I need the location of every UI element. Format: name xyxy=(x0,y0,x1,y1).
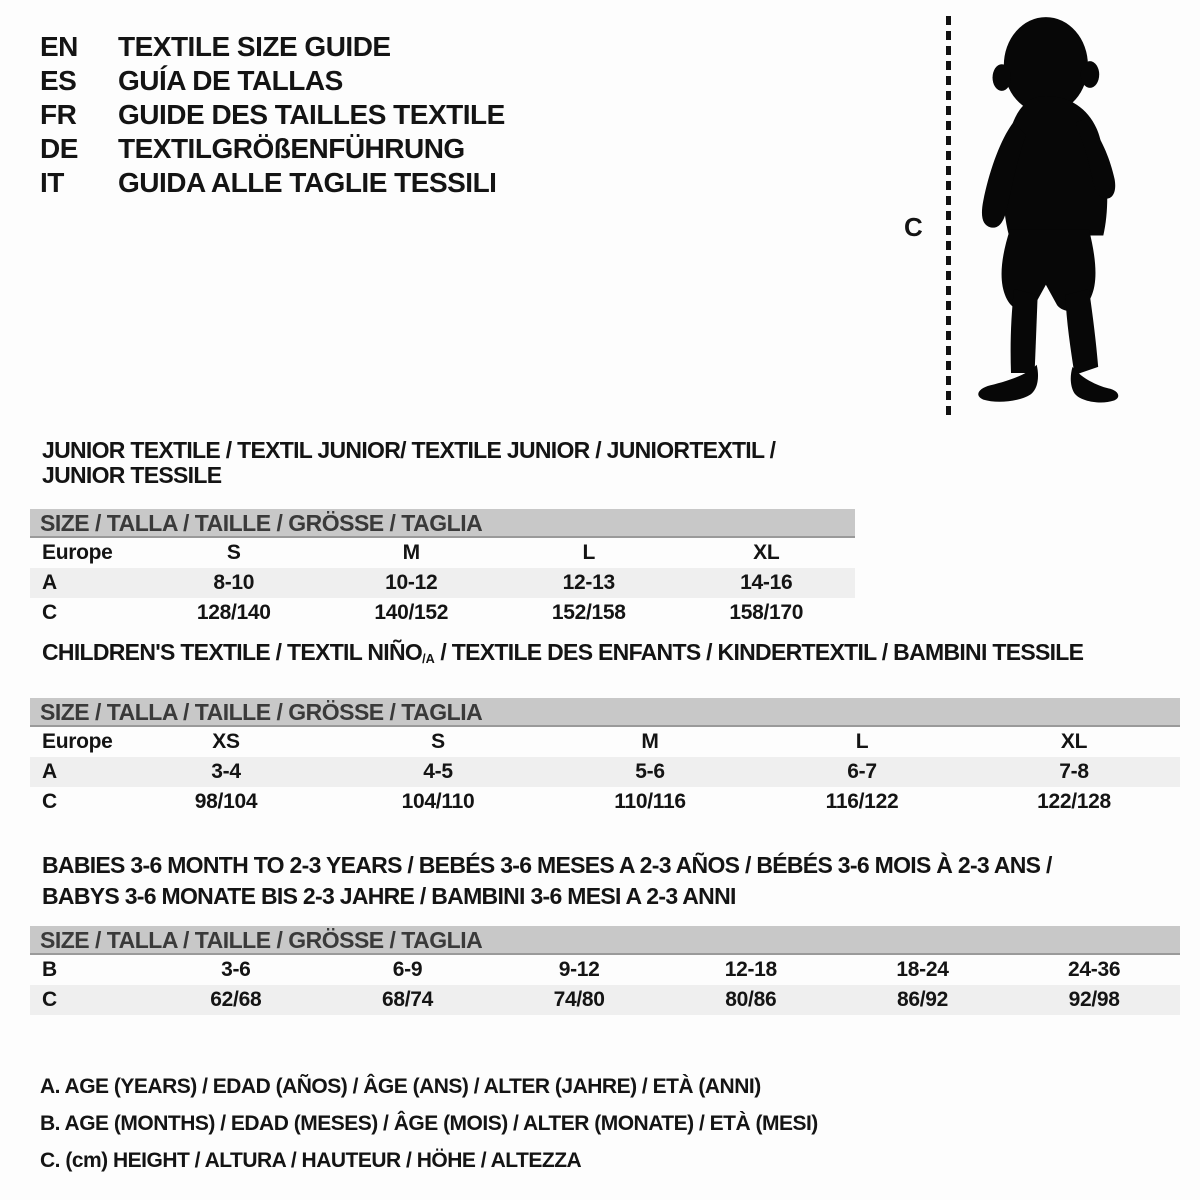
table-row-age xyxy=(30,757,1180,787)
table-row-height xyxy=(30,985,1180,1015)
childrens-table-title xyxy=(30,640,1180,672)
table-cell: XL xyxy=(1060,730,1088,754)
lang-label: GUIDE DES TAILLES TEXTILE xyxy=(118,99,505,130)
row-label: B xyxy=(42,958,57,981)
title-subscript: /A xyxy=(422,652,435,667)
table-cell: 10-12 xyxy=(385,571,438,594)
legend xyxy=(40,1068,818,1179)
legend-line-a: A. AGE (YEARS) / EDAD (AÑOS) / ÂGE (ANS) / ALTER (JAHRE) / ETÀ (ANNI) xyxy=(40,1075,761,1098)
babies-textile-table xyxy=(30,850,1180,1015)
table-cell: 86/92 xyxy=(896,988,949,1011)
table-row-height xyxy=(30,598,855,628)
title-line-1: BABIES 3-6 MONTH TO 2-3 YEARS / BEBÉS 3-6 MESES A 2-3 AÑOS / BÉBÉS 3-6 MOIS À 2-3 ANS / xyxy=(42,852,1052,878)
lang-code: IT xyxy=(40,167,64,198)
lang-label: GUÍA DE TALLAS xyxy=(118,65,343,96)
table-cell: 4-5 xyxy=(423,760,453,784)
title-suffix: / TEXTILE DES ENFANTS / KINDERTEXTIL / BAMBINI TESSILE xyxy=(434,639,1084,665)
toddler-silhouette-icon xyxy=(962,14,1140,414)
childrens-textile-table xyxy=(30,640,1180,817)
lang-code: ES xyxy=(40,65,77,96)
row-label: C xyxy=(42,790,57,814)
table-cell: 24-36 xyxy=(1068,958,1121,981)
table-cell: 12-18 xyxy=(724,958,777,981)
lang-line-fr xyxy=(40,98,505,132)
table-cell: L xyxy=(582,541,596,564)
junior-textile-table xyxy=(30,438,855,628)
lang-label: TEXTILE SIZE GUIDE xyxy=(118,31,391,62)
table-cell: M xyxy=(641,730,659,754)
babies-table-title xyxy=(30,850,1180,912)
row-label: A xyxy=(42,571,57,594)
table-cell: S xyxy=(226,541,241,564)
table-cell: 5-6 xyxy=(635,760,665,784)
table-cell: 6-9 xyxy=(392,958,423,981)
table-cell: 140/152 xyxy=(374,601,449,624)
height-measure-label: C xyxy=(904,212,923,242)
table-cell: 3-4 xyxy=(211,760,241,784)
table-cell: 68/74 xyxy=(381,988,434,1011)
table-cell: 110/116 xyxy=(614,790,686,814)
lang-line-en xyxy=(40,30,505,64)
table-cell: 92/98 xyxy=(1068,988,1120,1011)
lang-code: EN xyxy=(40,31,78,62)
table-row-height xyxy=(30,787,1180,817)
table-cell: XL xyxy=(753,541,780,564)
legend-line-c: C. (cm) HEIGHT / ALTURA / HAUTEUR / HÖHE / ALTEZZA xyxy=(40,1149,582,1172)
table-cell: 6-7 xyxy=(847,760,877,784)
table-cell: 9-12 xyxy=(558,958,600,981)
table-cell: 98/104 xyxy=(194,790,258,814)
size-header-bar: SIZE / TALLA / TAILLE / GRÖSSE / TAGLIA xyxy=(30,509,855,538)
title-line-2: BABYS 3-6 MONATE BIS 2-3 JAHRE / BAMBINI 3-6 MESI A 2-3 ANNI xyxy=(42,883,736,909)
lang-code: DE xyxy=(40,133,78,164)
table-cell: S xyxy=(431,730,445,754)
table-cell: 104/110 xyxy=(401,790,475,814)
lang-line-it xyxy=(40,166,505,200)
table-cell: M xyxy=(402,541,420,564)
table-row-europe xyxy=(30,538,855,568)
size-header-bar: SIZE / TALLA / TAILLE / GRÖSSE / TAGLIA xyxy=(30,698,1180,727)
lang-label: GUIDA ALLE TAGLIE TESSILI xyxy=(118,167,497,198)
row-label: C xyxy=(42,988,57,1011)
table-cell: 8-10 xyxy=(213,571,255,594)
table-cell: 80/86 xyxy=(725,988,777,1011)
size-header-bar: SIZE / TALLA / TAILLE / GRÖSSE / TAGLIA xyxy=(30,926,1180,955)
table-cell: 128/140 xyxy=(196,601,271,624)
row-label: A xyxy=(42,760,57,784)
row-label: Europe xyxy=(42,730,113,754)
table-cell: L xyxy=(855,730,869,754)
lang-label: TEXTILGRÖßENFÜHRUNG xyxy=(118,133,465,164)
table-cell: 152/158 xyxy=(551,601,626,624)
lang-line-es xyxy=(40,64,505,98)
legend-line-b: B. AGE (MONTHS) / EDAD (MESES) / ÂGE (MOIS) / ALTER (MONATE) / ETÀ (MESI) xyxy=(40,1112,818,1135)
table-cell: 116/122 xyxy=(825,790,899,814)
lang-line-de xyxy=(40,132,505,166)
table-cell: 14-16 xyxy=(740,571,793,594)
row-label: Europe xyxy=(42,541,113,564)
title-prefix: CHILDREN'S TEXTILE / TEXTIL NIÑO xyxy=(42,639,423,665)
height-measure-dashed-line xyxy=(946,16,951,416)
table-cell: 7-8 xyxy=(1059,760,1089,784)
table-cell: 18-24 xyxy=(896,958,949,981)
junior-table-title: JUNIOR TEXTILE / TEXTIL JUNIOR/ TEXTILE JUNIOR / JUNIORTEXTIL / JUNIOR TESSILE xyxy=(42,437,776,488)
language-title-list xyxy=(40,30,505,200)
table-cell: 3-6 xyxy=(221,958,251,981)
table-cell: XS xyxy=(212,730,240,754)
table-row-europe xyxy=(30,727,1180,757)
row-label: C xyxy=(42,601,57,624)
table-cell: 158/170 xyxy=(729,601,804,624)
lang-code: FR xyxy=(40,99,77,130)
table-row-months xyxy=(30,955,1180,985)
table-cell: 12-13 xyxy=(562,571,615,594)
table-cell: 122/128 xyxy=(1037,790,1111,814)
table-row-age xyxy=(30,568,855,598)
table-cell: 74/80 xyxy=(553,988,605,1011)
table-cell: 62/68 xyxy=(210,988,262,1011)
